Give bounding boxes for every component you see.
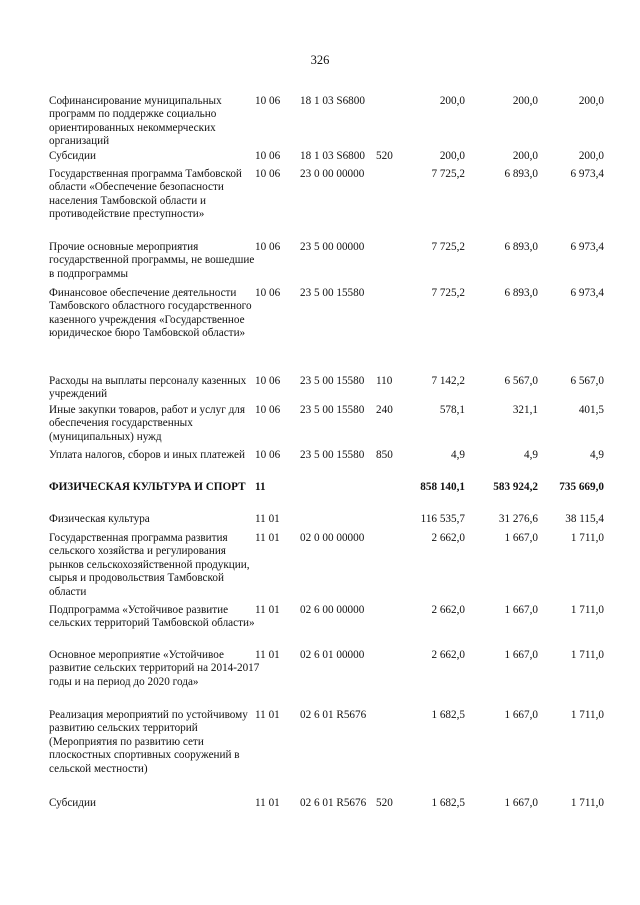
expense-type-code: 240 [376,404,393,416]
section-code: 10 06 [255,95,281,107]
amount-col-2: 6 893,0 [504,287,538,299]
section-code: 11 01 [255,709,280,721]
amount-col-3: 1 711,0 [570,649,604,661]
target-article-code: 02 6 01 R5676 [300,797,367,809]
section-code: 11 01 [255,513,280,525]
section-code: 11 01 [255,649,280,661]
row-name: Иные закупки товаров, работ и услуг для обеспечения государственных (муниципальных) нужд [49,404,246,443]
section-code: 10 06 [255,150,281,162]
section-code: 10 06 [255,168,281,180]
amount-col-1: 2 662,0 [431,604,465,616]
row-name: Государственная программа Тамбовской области «Обеспечение безопасности населения Тамбовской области и противодействие преступности» [49,168,242,221]
row-name: Субсидии [49,150,96,162]
row-name: ФИЗИЧЕСКАЯ КУЛЬТУРА И СПОРТ [49,481,246,493]
amount-col-2: 1 667,0 [504,532,538,544]
amount-col-3: 401,5 [578,404,604,416]
target-article-code: 23 5 00 15580 [300,375,365,387]
amount-col-3: 6 973,4 [570,287,604,299]
target-article-code: 23 5 00 15580 [300,449,365,461]
row-name: Уплата налогов, сборов и иных платежей [49,449,245,461]
amount-col-3: 38 115,4 [565,513,604,525]
amount-col-2: 1 667,0 [504,797,538,809]
section-code: 10 06 [255,375,281,387]
page-number: 326 [310,53,330,67]
amount-col-3: 1 711,0 [570,797,604,809]
amount-col-3: 200,0 [578,150,604,162]
section-code: 10 06 [255,449,281,461]
target-article-code: 18 1 03 S6800 [300,95,365,107]
row-name: Субсидии [49,797,96,809]
amount-col-3: 735 669,0 [559,481,604,493]
section-code: 11 01 [255,797,280,809]
amount-col-2: 6 567,0 [504,375,538,387]
target-article-code: 02 0 00 00000 [300,532,365,544]
amount-col-1: 200,0 [439,95,465,107]
expense-type-code: 850 [376,449,393,461]
row-name: Основное мероприятие «Устойчивое развитие сельских территорий на 2014-2017 годы и на период до 2020 года» [49,649,260,688]
amount-col-3: 1 711,0 [570,604,604,616]
row-name: Прочие основные мероприятия государственной программы, не вошедшие в подпрограммы [49,241,255,280]
amount-col-1: 200,0 [439,150,465,162]
row-name: Софинансирование муниципальных программ по поддержке социально ориентированных некоммерческих организаций [49,95,222,148]
expense-type-code: 520 [376,797,393,809]
target-article-code: 02 6 00 00000 [300,604,365,616]
target-article-code: 23 5 00 00000 [300,241,365,253]
amount-col-3: 6 973,4 [570,241,604,253]
section-code: 10 06 [255,287,281,299]
amount-col-1: 4,9 [451,449,465,461]
target-article-code: 23 0 00 00000 [300,168,365,180]
section-code: 10 06 [255,404,281,416]
amount-col-3: 1 711,0 [570,709,604,721]
amount-col-1: 7 725,2 [431,287,465,299]
amount-col-2: 4,9 [524,449,538,461]
amount-col-1: 2 662,0 [431,532,465,544]
target-article-code: 02 6 01 R5676 [300,709,367,721]
amount-col-3: 1 711,0 [570,532,604,544]
amount-col-1: 1 682,5 [431,709,465,721]
amount-col-2: 200,0 [512,150,538,162]
section-code: 11 01 [255,532,280,544]
amount-col-3: 200,0 [578,95,604,107]
amount-col-3: 6 973,4 [570,168,604,180]
amount-col-1: 858 140,1 [420,481,465,493]
section-code: 11 01 [255,604,280,616]
amount-col-1: 116 535,7 [420,513,465,525]
target-article-code: 23 5 00 15580 [300,287,365,299]
amount-col-2: 583 924,2 [493,481,538,493]
amount-col-1: 578,1 [439,404,465,416]
amount-col-2: 1 667,0 [504,604,538,616]
amount-col-2: 6 893,0 [504,241,538,253]
section-code: 11 [255,481,266,493]
row-name: Физическая культура [49,513,150,525]
amount-col-1: 7 725,2 [431,168,465,180]
amount-col-3: 4,9 [590,449,604,461]
amount-col-2: 6 893,0 [504,168,538,180]
amount-col-2: 31 276,6 [498,513,538,525]
amount-col-2: 200,0 [512,95,538,107]
amount-col-1: 1 682,5 [431,797,465,809]
target-article-code: 18 1 03 S6800 [300,150,365,162]
target-article-code: 23 5 00 15580 [300,404,365,416]
expense-type-code: 110 [376,375,393,387]
row-name: Расходы на выплаты персоналу казенных учреждений [49,375,247,401]
amount-col-2: 321,1 [512,404,538,416]
amount-col-2: 1 667,0 [504,709,538,721]
row-name: Финансовое обеспечение деятельности Тамбовского областного государственного казенного учреждения «Государственное юридическое бюро Тамбовской области» [49,287,252,340]
amount-col-1: 2 662,0 [431,649,465,661]
section-code: 10 06 [255,241,281,253]
row-name: Подпрограмма «Устойчивое развитие сельских территорий Тамбовской области» [49,604,255,630]
amount-col-3: 6 567,0 [570,375,604,387]
amount-col-2: 1 667,0 [504,649,538,661]
amount-col-1: 7 725,2 [431,241,465,253]
row-name: Реализация мероприятий по устойчивому развитию сельских территорий (Мероприятия по развитию сети плоскостных спортивных сооружений в сельской местности) [49,709,248,775]
expense-type-code: 520 [376,150,393,162]
row-name: Государственная программа развития сельского хозяйства и регулирования рынков сельскохозяйственной продукции, сырья и продовольствия Тамбовской области [49,532,250,598]
target-article-code: 02 6 01 00000 [300,649,365,661]
amount-col-1: 7 142,2 [431,375,465,387]
